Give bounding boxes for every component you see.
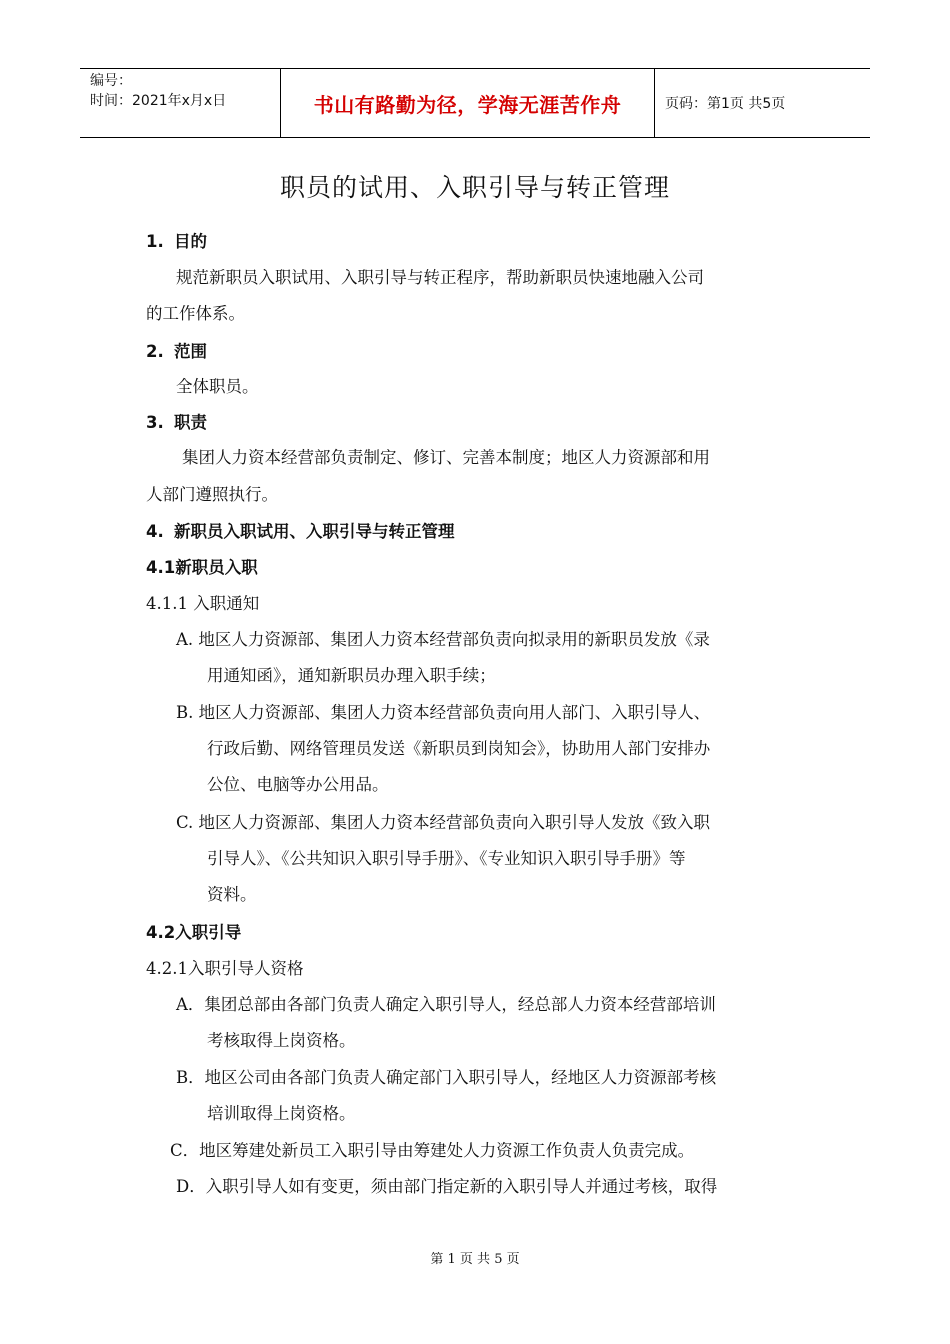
section-4-title: 新职员入职试用、入职引导与转正管理 bbox=[174, 522, 455, 541]
section-4-heading bbox=[146, 518, 455, 542]
code-label: 编号： bbox=[90, 73, 132, 89]
section-2-number: 2. bbox=[146, 342, 164, 361]
section-4-number: 4. bbox=[146, 522, 164, 541]
section-4-1-1-heading: 4.1.1 入职通知 bbox=[146, 594, 260, 613]
section-2-heading bbox=[146, 338, 207, 362]
list-item-line: 用通知函》，通知新职员办理入职手续； bbox=[207, 666, 496, 685]
list-item-line: 引导人》、《公共知识入职引导手册》、《专业知识入职引导手册》等 bbox=[207, 849, 686, 868]
section-4-2-1-heading: 4.2.1入职引导人资格 bbox=[146, 959, 304, 978]
paragraph-line: 全体职员。 bbox=[176, 377, 259, 396]
list-item-line: B．地区公司由各部门负责人确定部门入职引导人，经地区人力资源部考核 bbox=[176, 1068, 717, 1087]
section-3-heading bbox=[146, 409, 207, 433]
paragraph-line: 的工作体系。 bbox=[146, 304, 245, 323]
list-item-line: 公位、电脑等办公用品。 bbox=[207, 775, 389, 794]
list-item-line: 考核取得上岗资格。 bbox=[207, 1031, 356, 1050]
page-footer: 第 1 页 共 5 页 bbox=[430, 1252, 520, 1267]
page-title: 职员的试用、入职引导与转正管理 bbox=[279, 173, 670, 202]
list-item-line: A．集团总部由各部门负责人确定入职引导人，经总部人力资本经营部培训 bbox=[176, 995, 716, 1014]
section-1-heading bbox=[146, 228, 207, 252]
section-3-title: 职责 bbox=[174, 413, 207, 432]
date-label: 时间：2021年x月x日 bbox=[90, 93, 227, 109]
list-item-line: 行政后勤、网络管理员发送《新职员到岗知会》，协助用人部门安排办 bbox=[207, 739, 711, 758]
list-item-line: 培训取得上岗资格。 bbox=[207, 1104, 356, 1123]
section-3-number: 3. bbox=[146, 413, 164, 432]
page-label: 页码：第1页 共5页 bbox=[665, 96, 786, 112]
section-2-title: 范围 bbox=[174, 342, 207, 361]
section-1-number: 1. bbox=[146, 232, 164, 251]
section-1-title: 目的 bbox=[174, 232, 207, 251]
list-item-line: 资料。 bbox=[207, 885, 257, 904]
list-item-line: B. 地区人力资源部、集团人力资本经营部负责向用人部门、入职引导人、 bbox=[176, 703, 711, 722]
list-item-line: C. 地区人力资源部、集团人力资本经营部负责向入职引导人发放《致入职 bbox=[176, 813, 711, 832]
paragraph-line: 规范新职员入职试用、入职引导与转正程序，帮助新职员快速地融入公司 bbox=[176, 268, 704, 287]
paragraph-line: 集团人力资本经营部负责制定、修订、完善本制度；地区人力资源部和用 bbox=[182, 448, 710, 467]
section-4-1-heading: 4.1新职员入职 bbox=[146, 558, 258, 577]
list-item-line: D．入职引导人如有变更，须由部门指定新的入职引导人并通过考核，取得 bbox=[176, 1177, 718, 1196]
section-4-2-heading: 4.2入职引导 bbox=[146, 923, 242, 942]
list-item-line: C．地区筹建处新员工入职引导由筹建处人力资源工作负责人负责完成。 bbox=[170, 1141, 695, 1160]
paragraph-line: 人部门遵照执行。 bbox=[146, 485, 278, 504]
header-left-cell bbox=[80, 69, 280, 137]
list-item-line: A. 地区人力资源部、集团人力资本经营部负责向拟录用的新职员发放《录 bbox=[176, 630, 710, 649]
motto: 书山有路勤为径，学海无涯苦作舟 bbox=[280, 69, 655, 137]
header-table bbox=[80, 68, 870, 138]
